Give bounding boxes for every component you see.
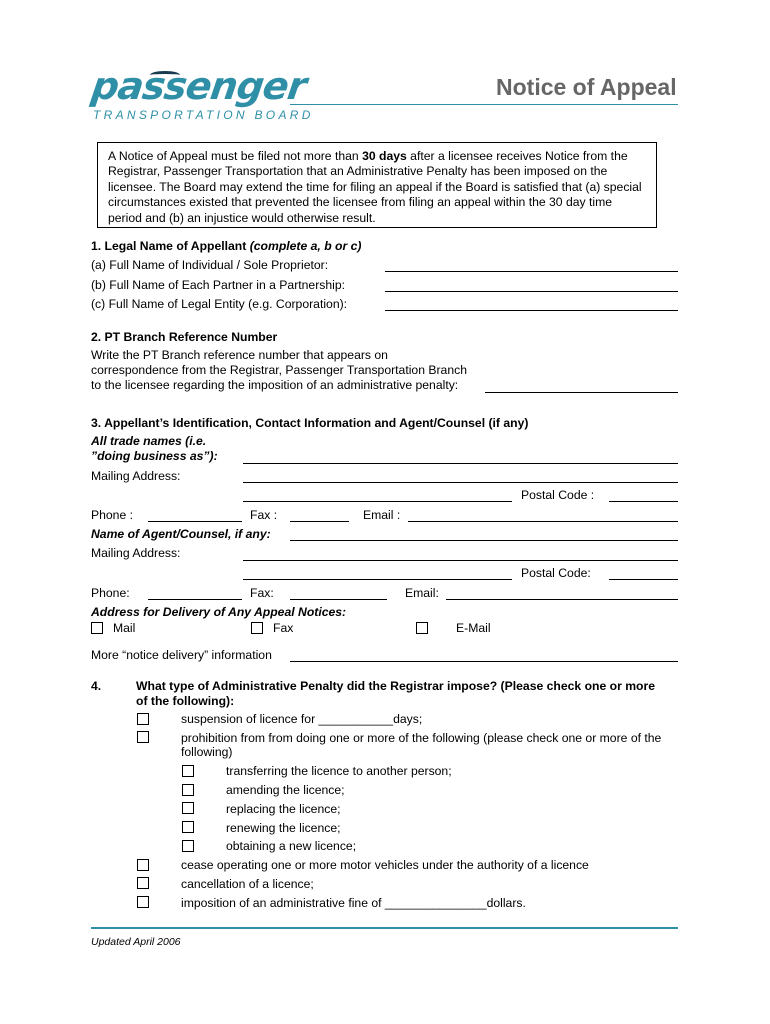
sub-renew-checkbox[interactable] xyxy=(182,821,194,833)
delivery-mail-checkbox[interactable] xyxy=(91,622,103,634)
delivery-email-label: E-Mail xyxy=(456,621,491,635)
footer-updated: Updated April 2006 xyxy=(91,936,181,948)
s1-a-field[interactable] xyxy=(385,271,678,272)
s4-question-2: of the following): xyxy=(136,694,235,708)
logo-accent-icon xyxy=(150,71,180,79)
s3-email2-field[interactable] xyxy=(446,599,678,600)
s3-agent-label: Name of Agent/Counsel, if any: xyxy=(91,527,271,541)
footer-rule xyxy=(91,927,678,929)
notice-text-post: after a licensee receives Notice from the Registrar, Passenger Transportation that an Administrative Penalty has been imposed on the licensee. The Board may extend the time for filing an appeal if the Board is satisfied that (a) special circumstances existed that prevented the licensee from filing an appeal within the 30 day time period and (b) an injustice would otherwise result. xyxy=(108,149,642,225)
suspension-label: suspension of licence for ___________days; xyxy=(181,712,423,726)
header-rule xyxy=(290,104,678,105)
prohibition-label-2: following) xyxy=(181,745,233,759)
s3-mailing-field-1[interactable] xyxy=(243,482,678,483)
s3-postal2-label: Postal Code: xyxy=(521,566,591,580)
logo-wordmark: passenger xyxy=(88,64,309,108)
delivery-fax-label: Fax xyxy=(273,621,294,635)
s4-question-1: What type of Administrative Penalty did the Registrar impose? (Please check one or more xyxy=(136,679,656,693)
s3-mailing2-label: Mailing Address: xyxy=(91,546,181,560)
s4-num: 4. xyxy=(91,679,102,693)
prohibition-label-1: prohibition from from doing one or more of the following (please check one or more of the xyxy=(181,731,662,745)
s1-c-field[interactable] xyxy=(385,310,678,311)
sub-replace-label: replacing the licence; xyxy=(226,802,341,816)
s1-heading-text: 1. Legal Name of Appellant xyxy=(91,239,250,253)
s1-c-label: (c) Full Name of Legal Entity (e.g. Corporation): xyxy=(91,297,348,311)
s1-a-label: (a) Full Name of Individual / Sole Proprietor: xyxy=(91,258,329,272)
s3-more-label: More “notice delivery” information xyxy=(91,648,272,662)
s3-fax-field[interactable] xyxy=(290,521,349,522)
sub-transfer-label: transferring the licence to another person; xyxy=(226,764,452,778)
sub-amend-checkbox[interactable] xyxy=(182,784,194,796)
delivery-email-checkbox[interactable] xyxy=(416,622,428,634)
s2-reference-field[interactable] xyxy=(485,392,678,393)
s3-postal-label: Postal Code : xyxy=(521,488,595,502)
s3-fax2-label: Fax: xyxy=(250,586,274,600)
s3-delivery-label: Address for Delivery of Any Appeal Notices: xyxy=(91,605,347,619)
s1-b-field[interactable] xyxy=(385,291,678,292)
sub-replace-checkbox[interactable] xyxy=(182,802,194,814)
s1-heading-em: (complete a, b or c) xyxy=(249,239,362,253)
s1-b-label: (b) Full Name of Each Partner in a Partnership: xyxy=(91,278,346,292)
notice-text-pre: A Notice of Appeal must be filed not more than xyxy=(108,149,363,163)
cancel-checkbox[interactable] xyxy=(137,877,149,889)
s3-phone2-field[interactable] xyxy=(148,599,242,600)
board-label: TRANSPORTATION BOARD xyxy=(93,108,314,122)
sub-new-label: obtaining a new licence; xyxy=(226,839,357,853)
s3-mailing-label: Mailing Address: xyxy=(91,469,181,483)
s3-email-label: Email : xyxy=(363,508,401,522)
fine-label: imposition of an administrative fine of _______________dollars. xyxy=(181,896,526,910)
s3-trade-label-2: ”doing business as”): xyxy=(91,449,218,463)
sub-amend-label: amending the licence; xyxy=(226,783,345,797)
s3-postal-field[interactable] xyxy=(609,501,678,502)
s3-phone-field[interactable] xyxy=(148,521,242,522)
cease-checkbox[interactable] xyxy=(137,859,149,871)
sub-renew-label: renewing the licence; xyxy=(226,821,341,835)
s3-heading: 3. Appellant’s Identification, Contact Information and Agent/Counsel (if any) xyxy=(91,416,529,430)
sub-new-checkbox[interactable] xyxy=(182,840,194,852)
s2-line-3: to the licensee regarding the imposition of an administrative penalty: xyxy=(91,378,459,392)
delivery-mail-label: Mail xyxy=(113,621,136,635)
sub-transfer-checkbox[interactable] xyxy=(182,765,194,777)
s2-line-1: Write the PT Branch reference number that appears on xyxy=(91,348,388,362)
s3-agent-field[interactable] xyxy=(290,540,678,541)
s3-mailing2-field-1[interactable] xyxy=(243,560,678,561)
s3-fax-label: Fax : xyxy=(250,508,278,522)
s1-heading xyxy=(91,239,361,253)
prohibition-checkbox[interactable] xyxy=(137,731,149,743)
delivery-fax-checkbox[interactable] xyxy=(251,622,263,634)
s3-mailing-field-2[interactable] xyxy=(243,501,512,502)
s2-line-2: correspondence from the Registrar, Passenger Transportation Branch xyxy=(91,363,467,377)
s3-phone-label: Phone : xyxy=(91,508,134,522)
s3-fax2-field[interactable] xyxy=(290,599,387,600)
page-title: Notice of Appeal xyxy=(496,74,677,100)
s3-trade-field[interactable] xyxy=(243,463,678,464)
s3-postal2-field[interactable] xyxy=(609,579,678,580)
s3-email-field[interactable] xyxy=(408,521,678,522)
notice-box xyxy=(97,142,657,228)
s3-phone2-label: Phone: xyxy=(91,586,130,600)
fine-checkbox[interactable] xyxy=(137,896,149,908)
s3-more-field[interactable] xyxy=(290,661,678,662)
notice-days: 30 days xyxy=(362,149,407,163)
s3-email2-label: Email: xyxy=(405,586,439,600)
cease-label: cease operating one or more motor vehicles under the authority of a licence xyxy=(181,858,589,872)
s3-mailing2-field-2[interactable] xyxy=(243,579,512,580)
suspension-checkbox[interactable] xyxy=(137,713,149,725)
s2-heading: 2. PT Branch Reference Number xyxy=(91,330,278,344)
s3-trade-label-1: All trade names (i.e. xyxy=(91,434,207,448)
cancel-label: cancellation of a licence; xyxy=(181,877,314,891)
